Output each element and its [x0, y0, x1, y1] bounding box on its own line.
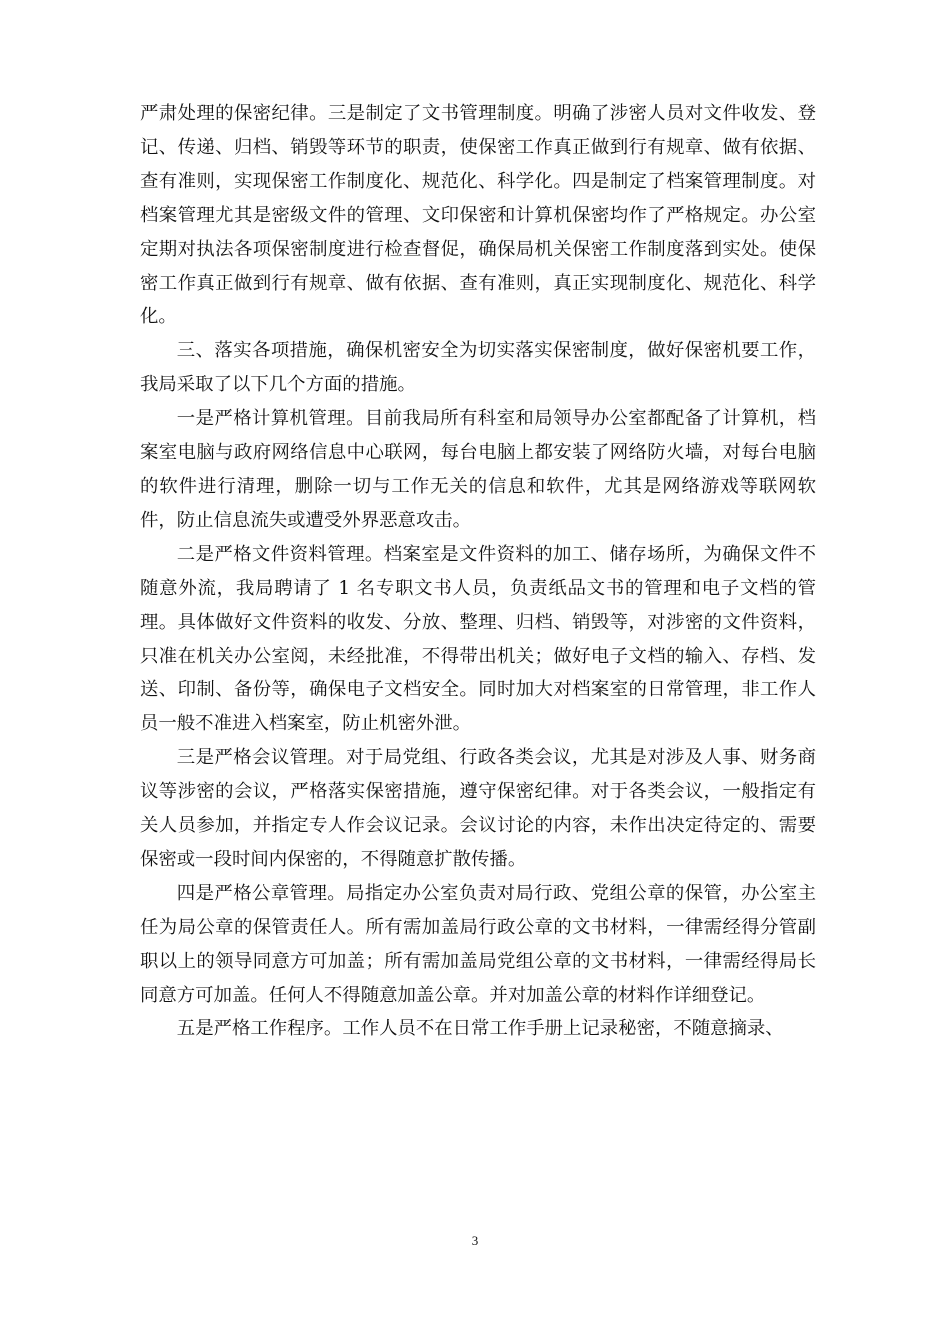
- paragraph-1: 严肃处理的保密纪律。三是制定了文书管理制度。明确了涉密人员对文件收发、登记、传递、归档、销毁等环节的职责，使保密工作真正做到行有规章、做有依据、查有准则，实现保密工作制度化、规范化、科学化。四是制定了档案管理制度。对档案管理尤其是密级文件的管理、文印保密和计算机保密均作了严格规定。办公室定期对执法各项保密制度进行检查督促，确保局机关保密工作制度落到实处。使保密工作真正做到行有规章、做有依据、查有准则，真正实现制度化、规范化、科学化。: [140, 103, 816, 328]
- paragraph-6: 四是严格公章管理。局指定办公室负责对局行政、党组公章的保管，办公室主任为局公章的保管责任人。所有需加盖局行政公章的文书材料，一律需经得分管副职以上的领导同意方可加盖；所有需加盖局党组公章的文书材料，一律需经得局长同意方可加盖。任何人不得随意加盖公章。并对加盖公章的材料作详细登记。: [140, 882, 816, 1006]
- document-body: [140, 97, 816, 1046]
- paragraph-7: 五是严格工作程序。工作人员不在日常工作手册上记录秘密，不随意摘录、: [176, 1018, 784, 1040]
- paragraph-3: 一是严格计算机管理。目前我局所有科室和局领导办公室都配备了计算机，档案室电脑与政府网络信息中心联网，每台电脑上都安装了网络防火墙，对每台电脑的软件进行清理，删除一切与工作无关的信息和软件，尤其是网络游戏等联网软件，防止信息流失或遭受外界恶意攻击。: [140, 408, 816, 531]
- page-number: 3: [471, 1233, 479, 1248]
- paragraph-4: 二是严格文件资料管理。档案室是文件资料的加工、储存场所，为确保文件不随意外流，我局聘请了 1 名专职文书人员，负责纸品文书的管理和电子文档的管理。具体做好文件资料的收发、分放、整理、归档、销毁等，对涉密的文件资料，只准在机关办公室阅，未经批准，不得带出机关；做好电子文档的输入、存档、发送、印制、备份等，确保电子文档安全。同时加大对档案室的日常管理，非工作人员一般不准进入档案室，防止机密外泄。: [140, 543, 816, 735]
- paragraph-5: 三是严格会议管理。对于局党组、行政各类会议，尤其是对涉及人事、财务商议等涉密的会议，严格落实保密措施，遵守保密纪律。对于各类会议，一般指定有关人员参加，并指定专人作会议记录。会议讨论的内容，未作出决定待定的、需要保密或一段时间内保密的，不得随意扩散传播。: [140, 747, 816, 870]
- paragraph-2: 三、落实各项措施，确保机密安全为切实落实保密制度，做好保密机要工作，我局采取了以下几个方面的措施。: [140, 340, 816, 396]
